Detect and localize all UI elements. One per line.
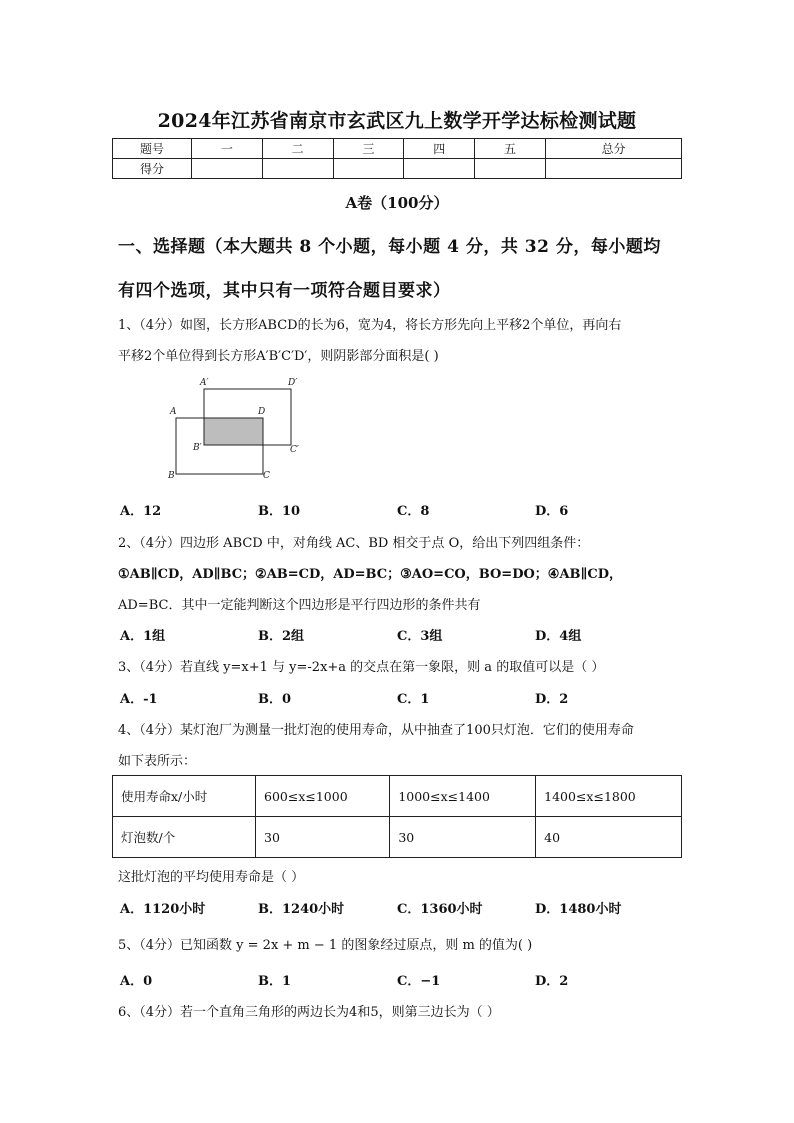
section-heading-line2: 有四个选项，其中只有一项符合题目要求） — [118, 281, 451, 301]
q3-option-d: D．2 — [535, 692, 569, 707]
label-d: D — [258, 407, 266, 417]
score-cell — [333, 159, 404, 179]
q5-option-c: C．−1 — [397, 974, 441, 989]
score-cell — [192, 159, 263, 179]
q4-option-c: C．1360小时 — [397, 902, 483, 917]
q1-option-d: D．6 — [535, 504, 569, 519]
table-cell: 1000≤x≤1400 — [390, 776, 536, 817]
q2-text-line2: ①AB∥CD，AD∥BC；②AB=CD，AD=BC；③AO=CO，BO=DO；④AB∥CD， — [118, 567, 623, 582]
q3-text-line1: 3、（4分）若直线 y=x+1 与 y=-2x+a 的交点在第一象限，则 a 的取值可以是（ ） — [118, 660, 605, 675]
q4-option-a: A．1120小时 — [120, 902, 206, 917]
q3-option-c: C．1 — [397, 692, 430, 707]
q5-option-b: B．1 — [258, 974, 292, 989]
q1-rectangle-figure — [166, 374, 306, 484]
score-header-cell: 题号 — [113, 139, 192, 159]
q2-option-b: B．2组 — [258, 629, 305, 644]
q5-text-line1: 5、（4分）已知函数 y = 2x + m − 1 的图象经过原点，则 m 的值为( ) — [118, 938, 533, 953]
q6-text-line1: 6、（4分）若一个直角三角形的两边长为4和5，则第三边长为（ ） — [118, 1005, 500, 1020]
label-c-prime: C′ — [290, 445, 299, 455]
q4-text-line2: 如下表所示： — [118, 754, 197, 769]
q5-option-d: D．2 — [535, 974, 569, 989]
table-row — [113, 776, 682, 817]
shaded-region — [204, 418, 263, 445]
label-a-prime: A′ — [200, 378, 209, 388]
table-cell: 600≤x≤1000 — [256, 776, 390, 817]
table-cell: 40 — [536, 817, 682, 858]
q1-option-c: C．8 — [397, 504, 430, 519]
score-header-cell: 四 — [404, 139, 475, 159]
q1-text-line2: 平移2个单位得到长方形A′B′C′D′，则阴影部分面积是( ) — [118, 349, 439, 364]
q4-text-line3: 这批灯泡的平均使用寿命是（ ） — [118, 870, 305, 885]
q2-option-d: D．4组 — [535, 629, 582, 644]
label-a: A — [170, 407, 177, 417]
q2-text-line1: 2、（4分）四边形 ABCD 中，对角线 AC、BD 相交于点 O，给出下列四组条件： — [118, 536, 590, 551]
score-header-cell: 二 — [262, 139, 333, 159]
table-row — [113, 817, 682, 858]
table-cell: 使用寿命x/小时 — [113, 776, 256, 817]
label-b: B — [168, 471, 175, 481]
q2-option-c: C．3组 — [397, 629, 443, 644]
label-c: C — [263, 471, 270, 481]
exam-title: 2024年江苏省南京市玄武区九上数学开学达标检测试题 — [157, 110, 637, 132]
score-cell — [262, 159, 333, 179]
score-table-score-row — [113, 159, 682, 179]
q2-text-line3: AD=BC．其中一定能判断这个四边形是平行四边形的条件共有 — [118, 598, 481, 613]
q1-option-b: B．10 — [258, 504, 301, 519]
score-table — [112, 138, 682, 179]
q5-option-a: A．0 — [120, 974, 153, 989]
q1-text-line1: 1、（4分）如图，长方形ABCD的长为6，宽为4，将长方形先向上平移2个单位，再向右 — [118, 318, 622, 333]
table-cell: 30 — [256, 817, 390, 858]
table-cell: 灯泡数/个 — [113, 817, 256, 858]
table-cell: 30 — [390, 817, 536, 858]
score-table-header-row — [113, 139, 682, 159]
score-header-cell: 总分 — [545, 139, 681, 159]
lifespan-table — [112, 775, 682, 858]
q4-option-d: D．1480小时 — [535, 902, 622, 917]
section-heading-line1: 一、选择题（本大题共 8 个小题，每小题 4 分，共 32 分，每小题均 — [118, 237, 661, 257]
score-header-cell: 五 — [475, 139, 546, 159]
table-cell: 1400≤x≤1800 — [536, 776, 682, 817]
q1-option-a: A．12 — [120, 504, 162, 519]
q4-option-b: B．1240小时 — [258, 902, 345, 917]
score-cell — [404, 159, 475, 179]
label-d-prime: D′ — [288, 378, 298, 388]
score-header-cell: 一 — [192, 139, 263, 159]
score-cell — [545, 159, 681, 179]
label-b-prime: B′ — [193, 443, 202, 453]
score-header-cell: 三 — [333, 139, 404, 159]
score-row-label: 得分 — [113, 159, 192, 179]
q3-option-a: A．-1 — [120, 692, 158, 707]
q4-text-line1: 4、（4分）某灯泡厂为测量一批灯泡的使用寿命，从中抽查了100只灯泡．它们的使用寿命 — [118, 723, 634, 738]
q2-option-a: A．1组 — [120, 629, 166, 644]
q3-option-b: B．0 — [258, 692, 292, 707]
score-cell — [475, 159, 546, 179]
paper-section-heading: A卷（100分） — [345, 194, 449, 212]
